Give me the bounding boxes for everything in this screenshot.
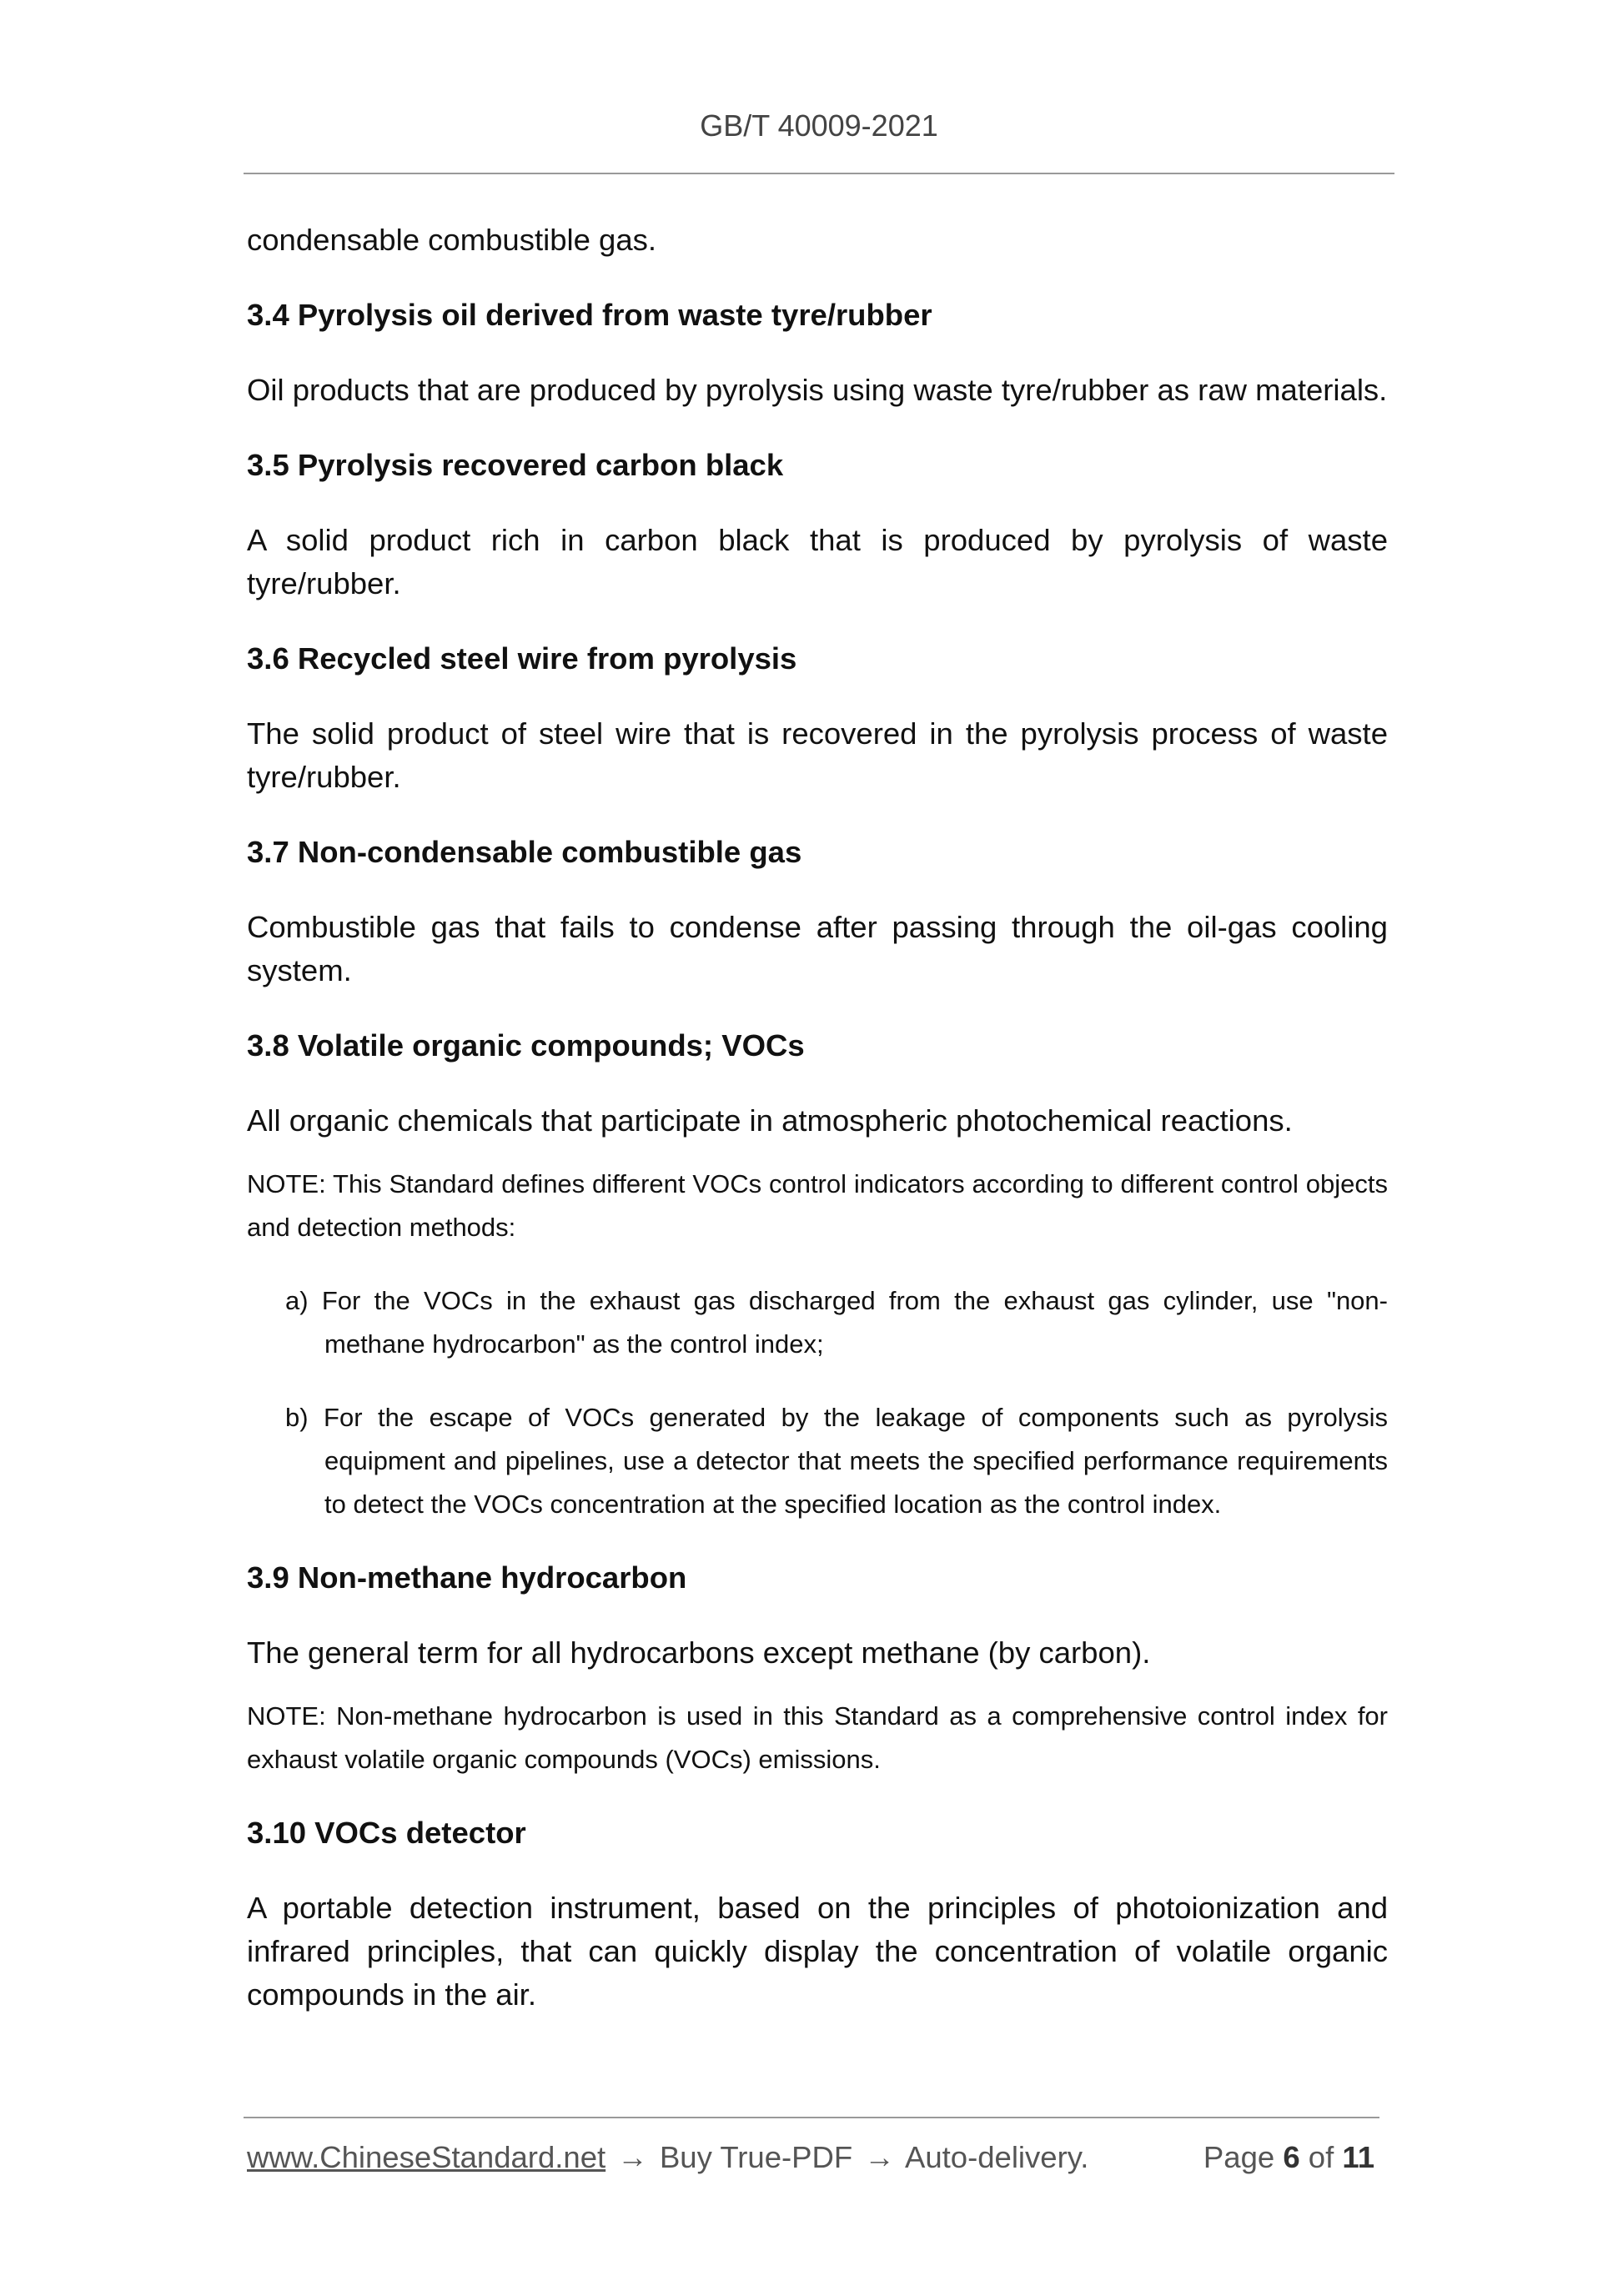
heading-3-4: 3.4 Pyrolysis oil derived from waste tyre/rubber: [247, 298, 932, 332]
arrow-right-icon: →: [617, 2140, 648, 2174]
definition-3-5: A solid product rich in carbon black that is produced by pyrolysis of waste tyre/rubber.: [247, 523, 1388, 600]
definition-3-8: All organic chemicals that participate in atmospheric photochemical reactions.: [247, 1103, 1293, 1138]
header-divider: [244, 173, 1394, 174]
heading-3-9: 3.9 Non-methane hydrocarbon: [247, 1560, 687, 1595]
definition-3-9: The general term for all hydrocarbons except methane (by carbon).: [247, 1635, 1151, 1670]
note-3-9: NOTE: Non-methane hydrocarbon is used in this Standard as a comprehensive control index for exhaust volatile organic compounds (VOCs) emissions.: [247, 1701, 1388, 1774]
heading-3-6: 3.6 Recycled steel wire from pyrolysis: [247, 641, 797, 676]
footer-promo: [247, 2140, 1088, 2175]
paragraph-continuation: condensable combustible gas.: [247, 223, 657, 257]
of-label: of: [1308, 2140, 1334, 2174]
list-item-b: b) For the escape of VOCs generated by the leakage of components such as pyrolysis equipment and pipelines, use a detector that meets the specified performance requirements to detect the VOCs concentration at the specified location as the control index.: [285, 1403, 1388, 1519]
page-total: 11: [1342, 2140, 1374, 2174]
auto-delivery-text: Auto-delivery.: [904, 2140, 1089, 2174]
buy-true-pdf-text: Buy True-PDF: [659, 2140, 853, 2174]
arrow-right-icon: →: [864, 2140, 895, 2174]
definition-3-7: Combustible gas that fails to condense after passing through the oil-gas cooling system.: [247, 910, 1388, 987]
document-footer: [247, 2140, 1391, 2185]
heading-3-10: 3.10 VOCs detector: [247, 1816, 526, 1850]
note-3-8: NOTE: This Standard defines different VOCs control indicators according to different control objects and detection methods:: [247, 1169, 1388, 1242]
page-number: 6: [1283, 2140, 1300, 2174]
document-body: [247, 219, 1388, 2048]
heading-3-7: 3.7 Non-condensable combustible gas: [247, 835, 802, 869]
page-indicator: [1203, 2140, 1374, 2175]
heading-3-8: 3.8 Volatile organic compounds; VOCs: [247, 1028, 805, 1063]
page-label: Page: [1203, 2140, 1275, 2174]
document-header-title: GB/T 40009-2021: [700, 108, 938, 143]
heading-3-5: 3.5 Pyrolysis recovered carbon black: [247, 448, 784, 482]
definition-3-4: Oil products that are produced by pyrolysis using waste tyre/rubber as raw materials.: [247, 373, 1388, 407]
list-item-a: a) For the VOCs in the exhaust gas discharged from the exhaust gas cylinder, use "non-methane hydrocarbon" as the control index;: [285, 1286, 1388, 1359]
website-link[interactable]: www.ChineseStandard.net: [247, 2140, 606, 2174]
definition-3-6: The solid product of steel wire that is recovered in the pyrolysis process of waste tyre/rubber.: [247, 716, 1388, 794]
footer-divider: [244, 2117, 1379, 2118]
definition-3-10: A portable detection instrument, based on the principles of photoionization and infrared principles, that can quickly display the concentration of volatile organic compounds in the air.: [247, 1891, 1388, 2012]
